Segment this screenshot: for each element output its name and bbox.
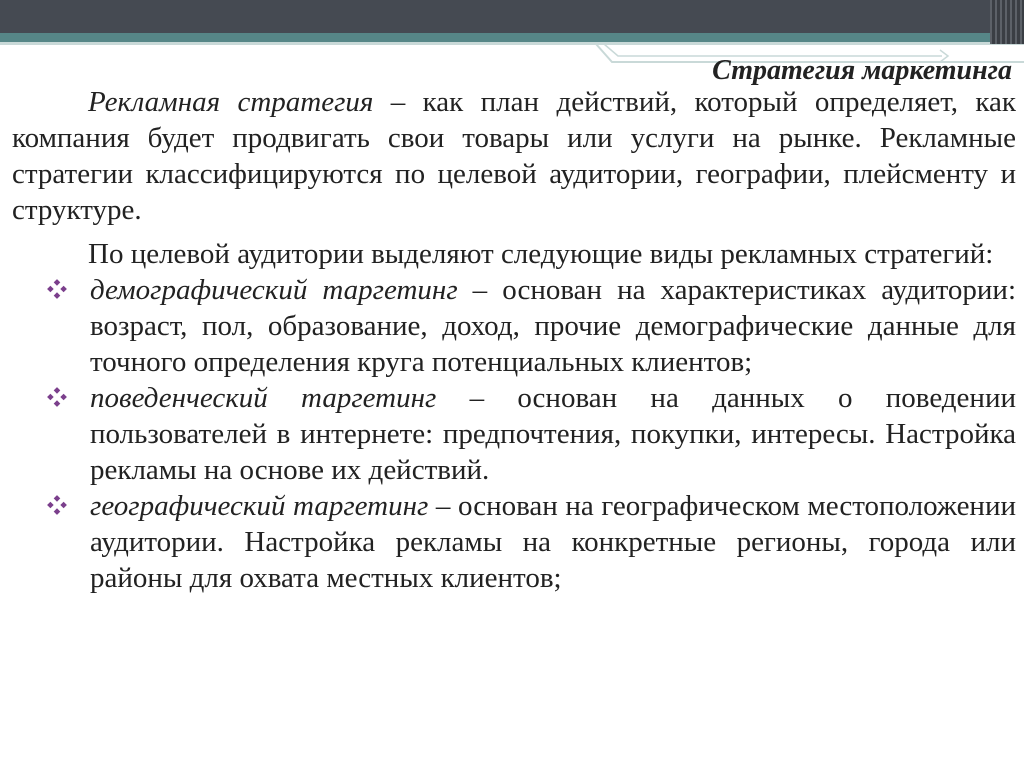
diamond-dots-icon [46, 386, 68, 408]
bullet-term: поведенческий таргетинг [90, 382, 437, 414]
diamond-dots-icon [46, 494, 68, 516]
bullet-text: – основан на данных о поведении пользователей в интернете: предпочтения, покупки, интересы. Настройка рекламы на основе их действий. [90, 382, 1016, 486]
bullet-text: – основан на географическом местоположении аудитории. Настройка рекламы на конкретные регионы, города или районы для охвата местных клиентов; [90, 490, 1016, 594]
list-item [12, 380, 1016, 488]
slide-content [12, 56, 1016, 596]
intro-text: – как план действий, который определяет, как компания будет продвигать свои товары или услуги на рынке. Рекламные стратегии классифицируются по целевой аудитории, географии, плейсменту и структуре. [12, 86, 1016, 226]
list-item [12, 272, 1016, 380]
bullet-term: демографический таргетинг [90, 274, 458, 306]
slide-title: Стратегия маркетинга [712, 55, 1012, 86]
bullet-text: – основан на характеристиках аудитории: возраст, пол, образование, доход, прочие демографические данные для точного определения круга потенциальных клиентов; [90, 274, 1016, 378]
diamond-dots-icon [46, 278, 68, 300]
bullet-term: географический таргетинг [90, 490, 429, 522]
list-item [12, 488, 1016, 596]
audience-paragraph: По целевой аудитории выделяют следующие виды рекламных стратегий: [88, 238, 994, 270]
bullet-list [12, 272, 1016, 596]
intro-term: Рекламная стратегия [88, 86, 374, 118]
intro-paragraph [12, 84, 1016, 228]
